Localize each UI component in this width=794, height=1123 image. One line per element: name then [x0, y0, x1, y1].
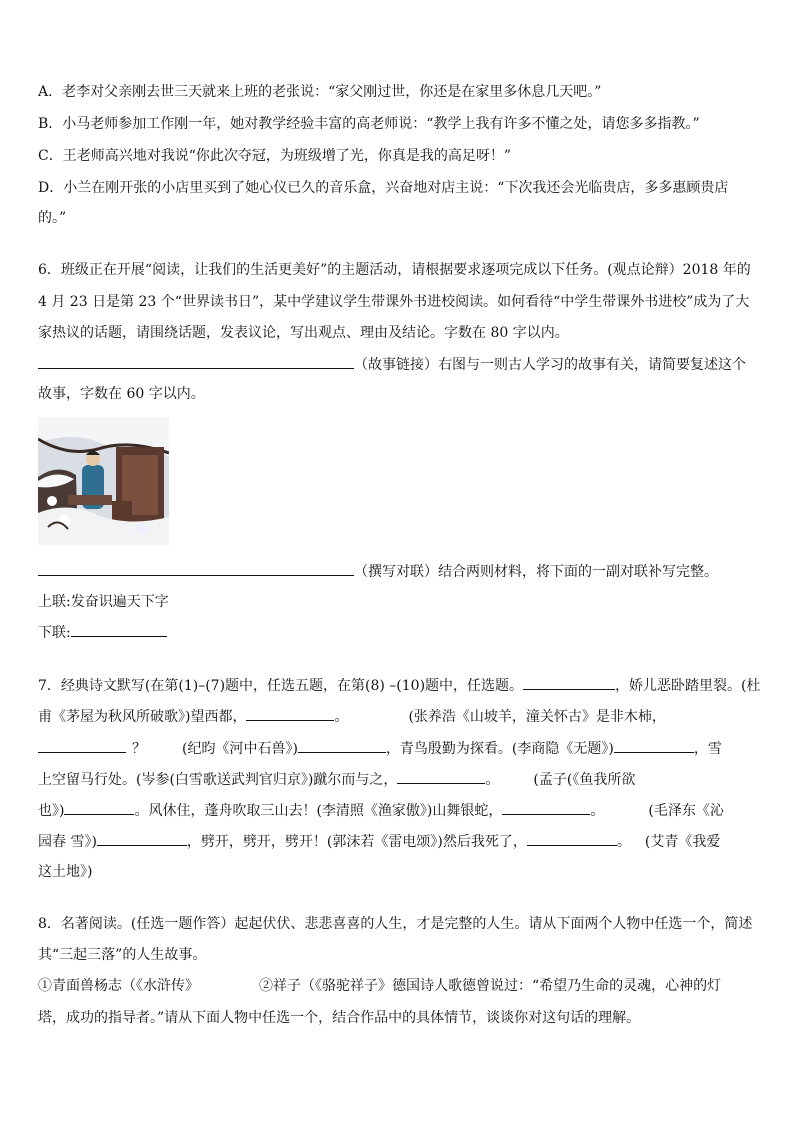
answer-blank[interactable]	[502, 800, 590, 815]
q7-text: 。	[485, 772, 500, 788]
question-6-line-6	[38, 561, 718, 582]
answer-blank[interactable]	[38, 354, 354, 369]
q7-text: ？	[132, 741, 146, 757]
question-6-line-3: 家热议的话题，请围绕话题，发表议论，写出观点、理由及结论。字数在 80 字以内。	[38, 325, 569, 341]
question-7-line-1	[38, 675, 761, 696]
couplet-upper: 上联:发奋识遍天下字	[38, 594, 169, 610]
q7-text: ，娇儿恶卧踏里裂。(杜	[615, 678, 761, 694]
answer-blank[interactable]	[298, 738, 386, 753]
q8-text: ②祥子（《骆驼祥子》德国诗人歌德曾说过：“希望乃生命的灵魂，心神的灯	[259, 978, 722, 994]
q7-text: ，雪	[693, 741, 722, 757]
answer-blank[interactable]	[523, 675, 615, 690]
option-a: A．老李对父亲刚去世三天就来上班的老张说：“家父刚过世，你还是在家里多休息几天吧。”	[38, 84, 602, 100]
option-d: D．小兰在刚开张的小店里买到了她心仪已久的音乐盒，兴奋地对店主说：“下次我还会光临贵店，多多惠顾贵店	[38, 180, 729, 196]
option-d-continued: 的。”	[38, 210, 67, 226]
q7-text: (毛泽东《沁	[648, 803, 724, 819]
q7-text: 7．经典诗文默写(在第(1)–(7)题中，任选五题，在第(8) –(10)题中，任选题。	[38, 678, 524, 694]
answer-blank[interactable]	[71, 622, 167, 637]
q7-text: 也》)	[38, 803, 65, 819]
answer-blank[interactable]	[527, 831, 617, 846]
question-6-line-4	[38, 354, 746, 375]
option-b: B．小马老师参加工作刚一年，她对教学经验丰富的高老师说：“教学上我有许多不懂之处，请您多多指教。”	[38, 116, 700, 132]
question-7-line-5	[38, 800, 724, 821]
option-c: C．王老师高兴地对我说“你此次夺冠，为班级增了光，你真是我的高足呀！”	[38, 148, 512, 164]
story-link-prompt: （故事链接）右图与一则古人学习的故事有关，请简要复述这个	[354, 357, 746, 373]
question-6-line-1: 6．班级正在开展“阅读，让我们的生活更美好”的主题活动，请根据要求逐项完成以下任务。(观点论辩）2018 年的	[38, 262, 751, 278]
q7-text: 园春 雪》)	[38, 834, 97, 850]
q7-text: 。	[590, 803, 605, 819]
q7-text: (张养浩《山坡羊，潼关怀古》是非木柿，	[408, 709, 666, 725]
question-8-line-3	[38, 976, 721, 996]
answer-blank[interactable]	[397, 769, 485, 784]
question-7-line-2	[38, 706, 666, 727]
q7-text: (纪昀《河中石兽》)	[182, 741, 298, 757]
question-7-line-6	[38, 831, 720, 852]
illustration-snow-scholar-icon	[38, 417, 169, 545]
question-7-line-7: 这土地》)	[38, 864, 93, 880]
illustration-snow-scholar	[38, 417, 169, 545]
couplet-prompt: （撰写对联）结合两则材料，将下面的一副对联补写完整。	[354, 564, 718, 580]
q7-text: 上空留马行处。(岑参(白雪歌送武判官归京》)蹴尔而与之，	[38, 772, 398, 788]
answer-blank[interactable]	[64, 800, 134, 815]
q7-text: (孟子(《鱼我所欲	[533, 772, 636, 788]
q7-text: (艾青《我爱	[644, 834, 721, 850]
question-8-line-2: 其“三起三落”的人生故事。	[38, 947, 207, 963]
q7-text: ，劈开，劈开，劈开！(郭沫若《雷电颂》)然后我死了，	[186, 834, 527, 850]
question-7-line-3	[38, 738, 722, 759]
q7-text: 甫《茅屋为秋风所破歌》)望西都，	[38, 709, 247, 725]
q7-text: 。	[334, 709, 349, 725]
question-6-line-2: 4 月 23 日是第 23 个“世界读书日”，某中学建议学生带课外书进校阅读。如何看待“中学生带课外书进校”成为了大	[38, 294, 750, 310]
question-6-line-5: 故事，字数在 60 字以内。	[38, 386, 205, 402]
answer-blank[interactable]	[614, 738, 694, 753]
answer-blank[interactable]	[38, 738, 126, 753]
question-8-line-1: 8．名著阅读。(任选一题作答）起起伏伏、悲悲喜喜的人生，才是完整的人生。请从下面两个人物中任选一个，简述	[38, 916, 753, 932]
q7-text: ，青鸟殷勤为探看。(李商隐《无题》)	[385, 741, 614, 757]
answer-blank[interactable]	[246, 706, 334, 721]
couplet-lower-label: 下联:	[38, 625, 71, 641]
couplet-lower	[38, 622, 167, 643]
q7-text: 。风休住，蓬舟吹取三山去！(李清照《渔家傲》)山舞银蛇，	[134, 803, 503, 819]
answer-blank[interactable]	[97, 831, 187, 846]
q8-text: ①青面兽杨志（《水浒传》	[38, 978, 199, 994]
q7-text: 。	[616, 834, 631, 850]
answer-blank[interactable]	[38, 561, 354, 576]
question-8-line-4: 塔，成功的指导者。”请从下面人物中任选一个，结合作品中的具体情节，谈谈你对这句话的理解。	[38, 1010, 641, 1026]
question-7-line-4	[38, 769, 635, 790]
